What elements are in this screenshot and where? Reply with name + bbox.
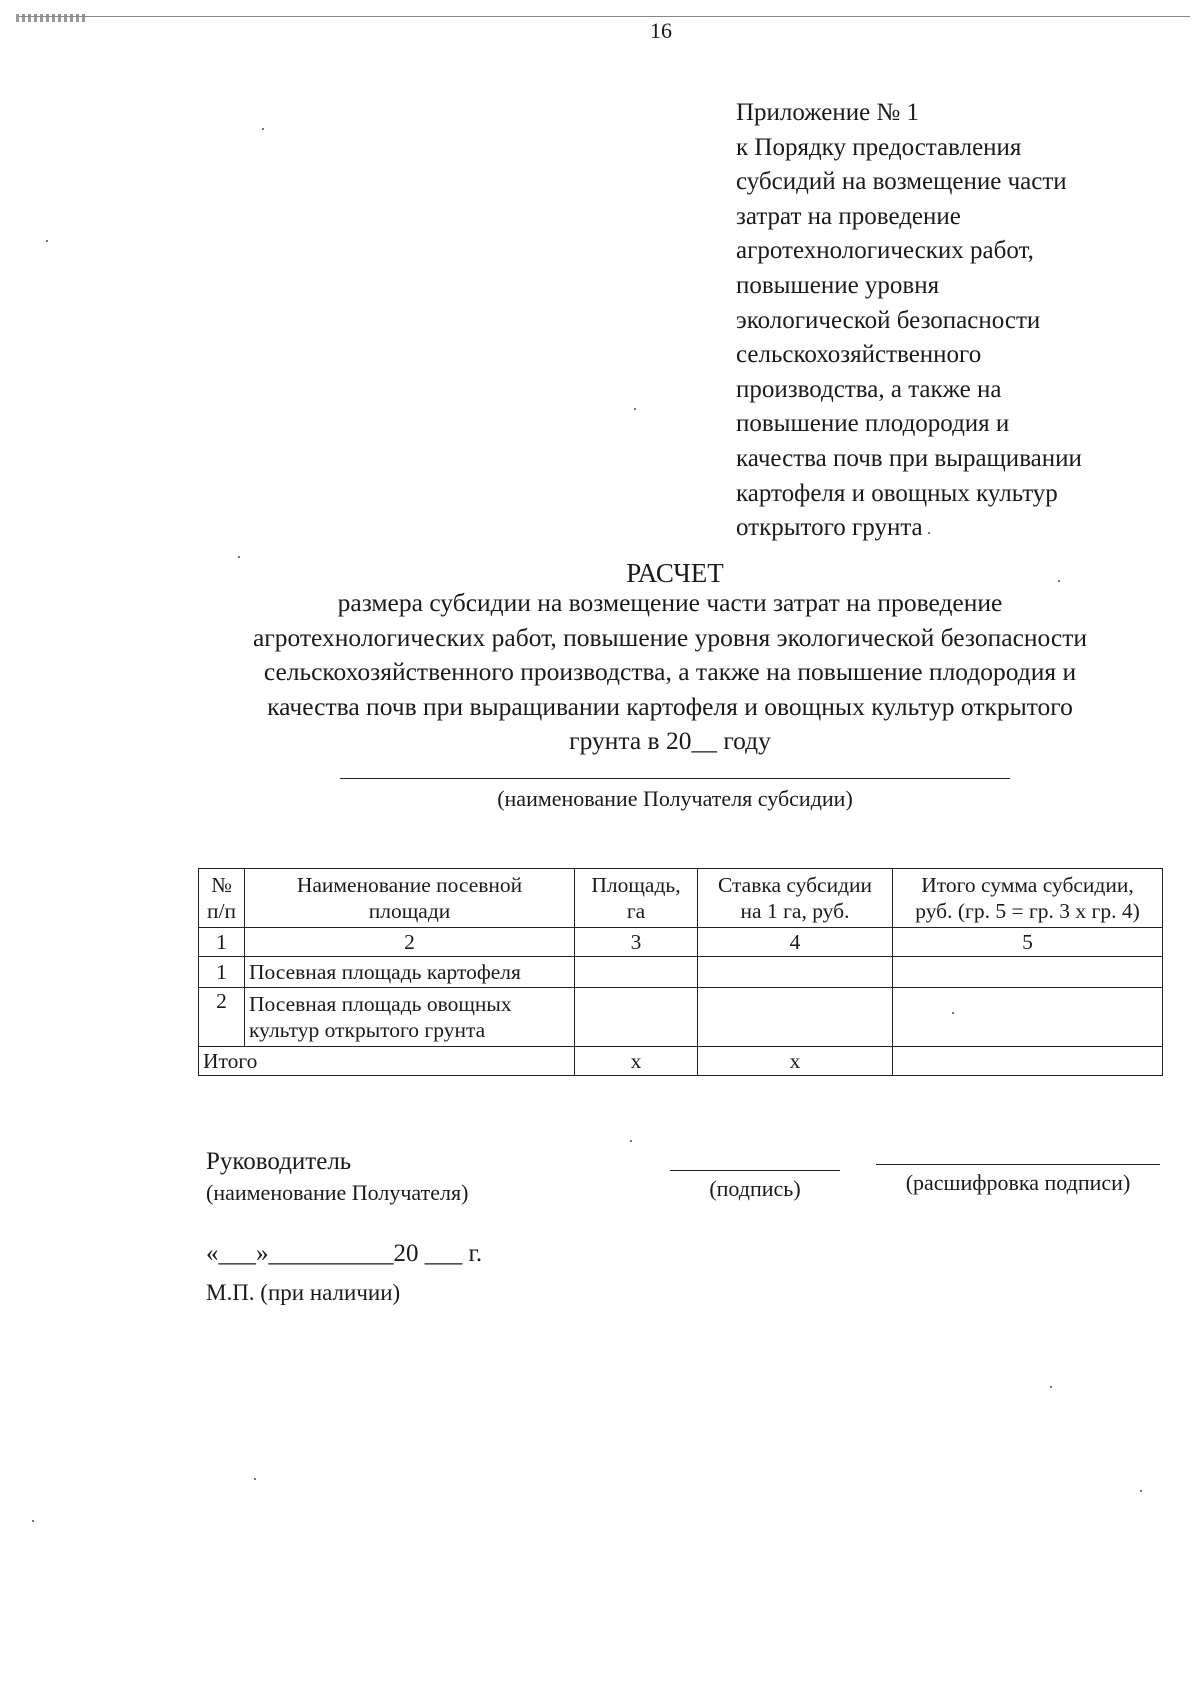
appendix-line: затрат на проведение — [736, 202, 961, 230]
header-num-line: № — [211, 873, 232, 898]
subtitle-line: размера субсидии на возмещение части затрат на проведение — [337, 588, 1003, 617]
column-number-row — [199, 928, 1163, 957]
column-number: 5 — [893, 928, 1163, 957]
row-name: Посевная площадь картофеля — [245, 957, 575, 988]
seal-note: М.П. (при наличии) — [206, 1280, 401, 1305]
appendix-line: Приложение № 1 — [736, 99, 920, 126]
header-name-line: Наименование посевной — [296, 873, 523, 898]
subtitle-line: грунта в 20__ году — [569, 726, 771, 755]
table-row — [199, 987, 1163, 1046]
header-name — [245, 869, 575, 928]
header-total — [893, 869, 1163, 928]
total-rate-cell: х — [698, 1047, 893, 1076]
row-num: 2 — [199, 987, 245, 1046]
appendix-line: экологической безопасности — [736, 306, 1041, 334]
appendix-line: повышение уровня — [736, 271, 940, 299]
table-header-row — [199, 869, 1163, 928]
document-subtitle — [190, 586, 1150, 759]
header-name-line: площади — [368, 899, 451, 924]
scan-speck — [634, 408, 636, 410]
signature-subtitle: (наименование Получателя) — [206, 1180, 469, 1205]
scan-speck — [238, 556, 240, 558]
scan-speck — [952, 1012, 954, 1014]
row-rate-cell — [698, 987, 893, 1046]
scan-speck — [262, 128, 264, 130]
header-rate-line: Ставка субсидии — [717, 873, 873, 898]
scan-speck — [928, 532, 930, 534]
column-number: 1 — [199, 928, 245, 957]
recipient-caption: (наименование Получателя субсидии) — [497, 786, 853, 811]
page-number: 16 — [650, 18, 672, 43]
scan-speck — [1058, 580, 1060, 582]
appendix-line: агротехнологических работ, — [736, 237, 1034, 265]
top-border-line — [18, 16, 1190, 17]
appendix-line: картофеля и овощных культур — [736, 479, 1058, 507]
appendix-header — [736, 96, 1166, 546]
row-total-cell — [893, 957, 1163, 988]
header-rate — [698, 869, 893, 928]
column-number: 2 — [245, 928, 575, 957]
appendix-line: повышение плодородия и — [736, 410, 1010, 438]
scan-speck — [630, 1140, 632, 1142]
appendix-line: производства, а также на — [736, 375, 1002, 403]
total-label: Итого — [199, 1047, 575, 1076]
signature-line — [670, 1170, 840, 1171]
appendix-line: качества почв при выращивании — [736, 444, 1082, 472]
row-name-line: Посевная площадь овощных — [249, 992, 512, 1017]
scan-speck — [1140, 1490, 1142, 1492]
recipient-name-line — [340, 778, 1010, 779]
header-area — [575, 869, 698, 928]
header-total-line: руб. (гр. 5 = гр. 3 х гр. 4) — [915, 899, 1140, 924]
document-title: РАСЧЕТ — [626, 558, 724, 588]
row-num: 1 — [199, 957, 245, 988]
scan-speck — [32, 1520, 34, 1522]
signature-decode-line — [876, 1164, 1160, 1165]
subsidy-calculation-table — [198, 868, 1163, 1076]
header-num — [199, 869, 245, 928]
row-area-cell — [575, 987, 698, 1046]
subtitle-line: агротехнологических работ, повышение уровня экологической безопасности — [252, 622, 1088, 652]
signature-decode-caption: (расшифровка подписи) — [905, 1170, 1131, 1195]
appendix-line: сельскохозяйственного — [736, 341, 982, 369]
table-row — [199, 957, 1163, 988]
column-number: 4 — [698, 928, 893, 957]
signature-caption: (подпись) — [709, 1176, 801, 1201]
scan-speck — [46, 240, 48, 242]
header-total-line: Итого сумма субсидии, — [921, 873, 1134, 898]
total-sum-cell — [893, 1047, 1163, 1076]
appendix-line: субсидий на возмещение части — [736, 168, 1067, 196]
scan-speck — [1050, 1386, 1052, 1388]
date-line: «___»__________20 ___ г. — [206, 1240, 483, 1267]
row-name — [245, 987, 575, 1046]
header-area-line: га — [626, 899, 646, 924]
column-number: 3 — [575, 928, 698, 957]
total-area-cell: х — [575, 1047, 698, 1076]
total-row — [199, 1047, 1163, 1076]
row-total-cell — [893, 987, 1163, 1046]
row-area-cell — [575, 957, 698, 988]
header-area-line: Площадь, — [591, 873, 681, 898]
subtitle-line: сельскохозяйственного производства, а также на повышение плодородия и — [263, 657, 1077, 686]
header-rate-line: на 1 га, руб. — [740, 899, 850, 924]
appendix-line: открытого грунта — [736, 514, 923, 542]
scan-speck — [254, 1478, 256, 1480]
header-num-line: п/п — [207, 899, 236, 924]
signature-title: Руководитель — [206, 1148, 352, 1175]
row-rate-cell — [698, 957, 893, 988]
appendix-line: к Порядку предоставления — [736, 133, 1022, 161]
row-name-line: культур открытого грунта — [249, 1018, 486, 1043]
subtitle-line: качества почв при выращивании картофеля и овощных культур открытого — [267, 691, 1073, 721]
